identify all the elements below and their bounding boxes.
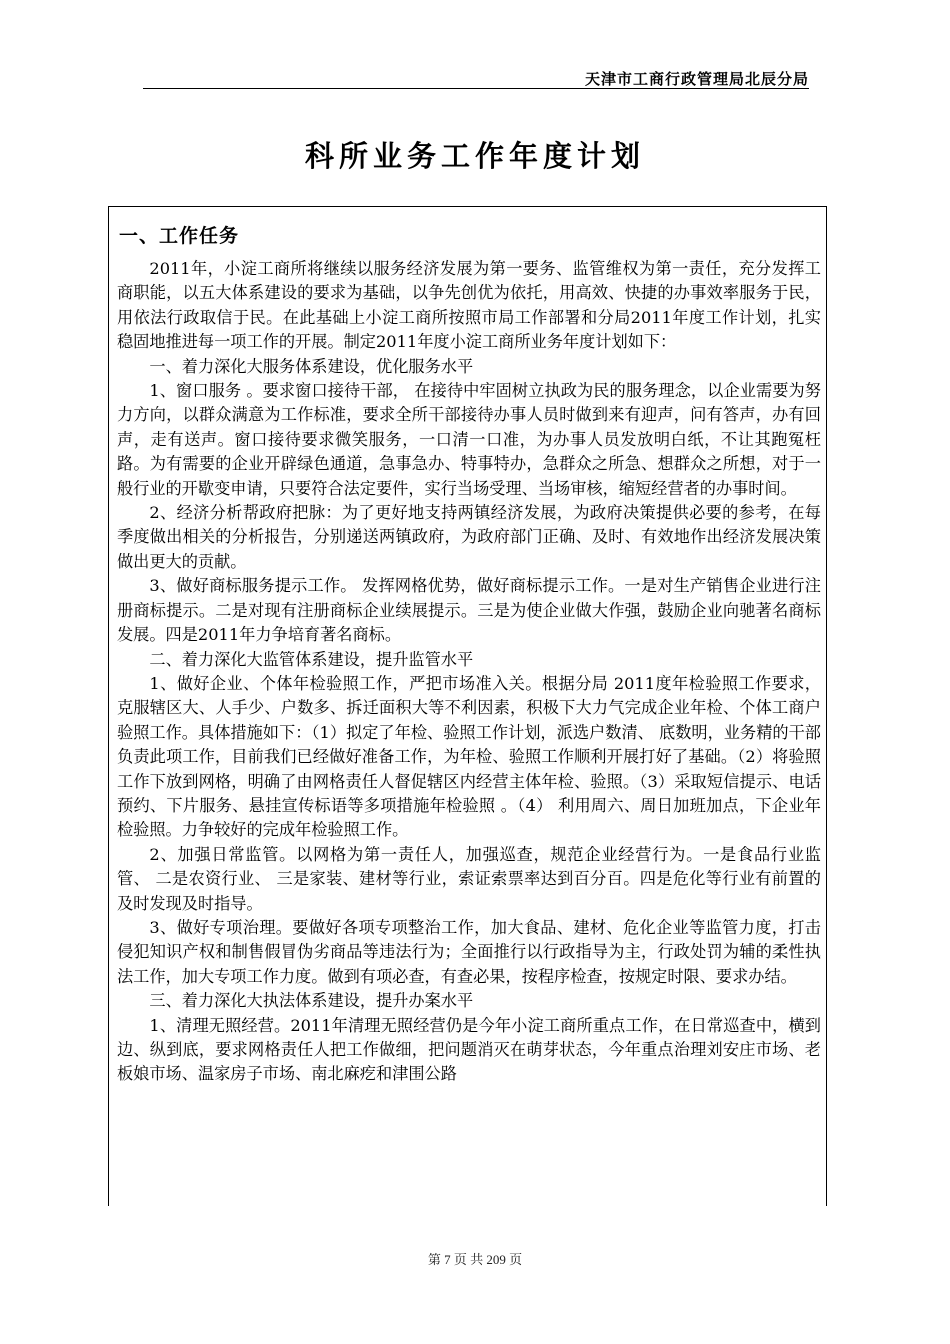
paragraph-special-rectification: 3、做好专项治理。要做好各项专项整治工作，加大食品、建材、危化企业等监管力度，打击侵犯知识产权和制售假冒伪劣商品等违法行为；全面推行以行政指导为主，行政处罚为辅的柔性执法工作，加大专项工作力度。做到有项必查，有查必果，按程序检查，按规定时限、要求办结。: [117, 917, 821, 986]
content-box: [108, 206, 827, 1206]
body-text: [117, 257, 821, 1087]
section-heading: 一、工作任务: [119, 225, 240, 247]
paragraph-trademark: 3、做好商标服务提示工作。 发挥网格优势，做好商标提示工作。一是对生产销售企业进行注册商标提示。二是对现有注册商标企业续展提示。三是为使企业做大作强，鼓励企业向驰著名商标发展。四是2011年力争培育著名商标。: [117, 576, 821, 645]
header-organization: 天津市工商行政管理局北辰分局: [584, 70, 809, 88]
subheading-enforcement: 三、着力深化大执法体系建设，提升办案水平: [149, 991, 474, 1011]
paragraph-intro: 2011年，小淀工商所将继续以服务经济发展为第一要务、监管维权为第一责任，充分发挥工商职能，以五大体系建设的要求为基础，以争先创优为依托，用高效、快捷的办事效率服务于民，用依法行政取信于民。在此基础上小淀工商所按照市局工作部署和分局2011年度工作计划，扎实稳固地推进每一项工作的开展。制定2011年度小淀工商所业务年度计划如下：: [117, 259, 821, 352]
document-title: 科所业务工作年度计划: [304, 139, 645, 173]
paragraph-economic-analysis: 2、经济分析帮政府把脉：为了更好地支持两镇经济发展，为政府决策提供必要的参考，在每季度做出相关的分析报告，分别递送两镇政府，为政府部门正确、及时、有效地作出经济发展决策做出更大的贡献。: [117, 503, 821, 571]
header-rule: [143, 88, 809, 89]
page-footer: 第 7 页 共 209 页: [427, 1252, 523, 1267]
paragraph-annual-inspection: 1、做好企业、个体年检验照工作，严把市场准入关。根据分局 2011度年检验照工作要求，克服辖区大、人手少、户数多、拆迁面积大等不利因素，积极下大力气完成企业年检、个体工商户验照工作。具体措施如下：（1）拟定了年检、验照工作计划，派选户数清、 底数明，业务精的干部负责此项工作，目前我们已经做好准备工作，为年检、验照工作顺利开展打好了基础。（2）将验照工作下放到网格，明确了由网格责任人督促辖区内经营主体年检、验照。（3）采取短信提示、电话预约、下片服务、悬挂宣传标语等多项措施年检验照 。（4） 利用周六、周日加班加点，下企业年检验照。力争较好的完成年检验照工作。: [117, 673, 821, 840]
paragraph-window-service: 1、窗口服务 。要求窗口接待干部， 在接待中牢固树立执政为民的服务理念，以企业需要为努力方向，以群众满意为工作标准，要求全所干部接待办事人员时做到来有迎声，问有答声，办有回声，走有送声。窗口接待要求微笑服务，一口清一口准，为办事人员发放明白纸，不让其跑冤枉路。为有需要的企业开辟绿色通道，急事急办、特事特办，急群众之所急、想群众之所想，对于一般行业的开歇变申请，只要符合法定要件，实行当场受理、当场审核，缩短经营者的办事时间。: [117, 381, 821, 498]
subheading-supervision: 二、着力深化大监管体系建设，提升监管水平: [149, 649, 474, 669]
paragraph-daily-supervision: 2、加强日常监管。以网格为第一责任人，加强巡查，规范企业经营行为。一是食品行业监管、 二是农资行业、 三是家装、建材等行业，索证索票率达到百分百。四是危化等行业有前置的及时发现及时指导。: [117, 844, 821, 913]
subheading-service: 一、着力深化大服务体系建设，优化服务水平: [149, 356, 474, 376]
paragraph-unlicensed: 1、清理无照经营。2011年清理无照经营仍是今年小淀工商所重点工作，在日常巡查中，横到边、纵到底，要求网格责任人把工作做细，把问题消灭在萌芽状态，今年重点治理刘安庄市场、老板娘市场、温家房子市场、南北麻疙和津围公路: [117, 1015, 821, 1084]
